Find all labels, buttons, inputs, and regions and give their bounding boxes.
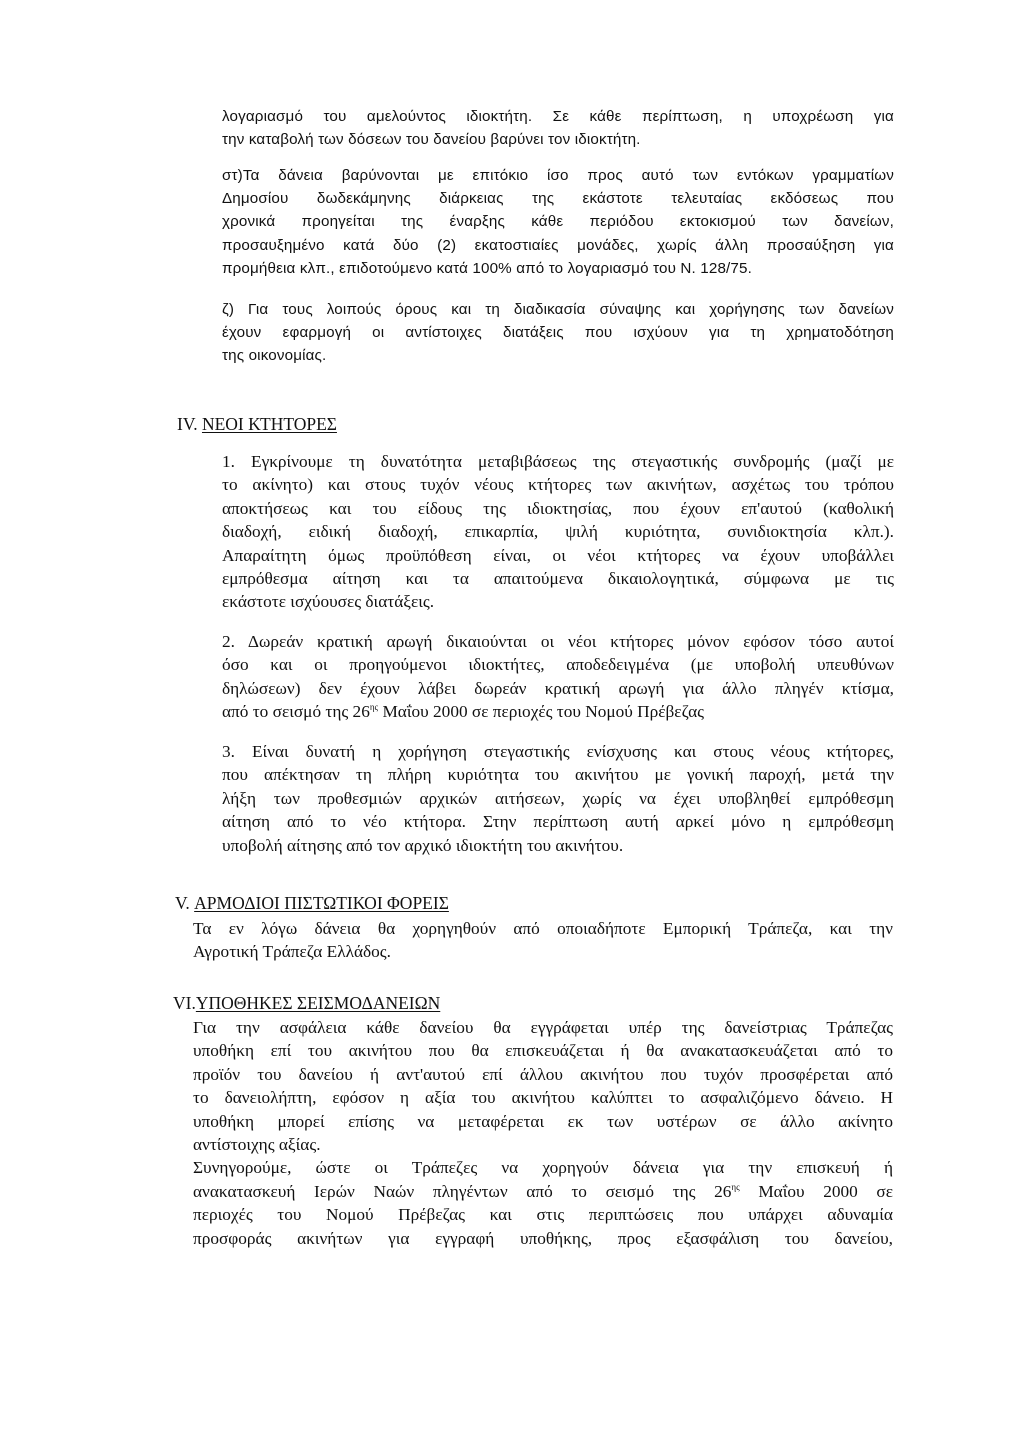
section-number: V.	[175, 893, 190, 913]
text-line: Απαραίτητη όμως προϋπόθεση είναι, οι νέοι κτήτορες να έχουν υποβάλλει	[222, 545, 894, 565]
text-line: λήξη των προθεσμιών αρχικών αιτήσεων, χωρίς να έχει υποβληθεί εμπρόθεσμη	[222, 788, 894, 808]
section-number: IV.	[177, 414, 198, 434]
text-line: 3. Είναι δυνατή η χορήγηση στεγαστικής ενίσχυσης και στους νέους κτήτορες,	[222, 742, 894, 761]
text-line: αίτηση από το νέο κτήτορα. Στην περίπτωση αυτή αρκεί μόνο η εμπρόθεσμη	[222, 812, 894, 832]
section-iv-item-2	[222, 630, 894, 724]
text-line: το δανειολήπτη, εφόσον η αξία του ακινήτου καλύπτει το ασφαλιζόμενο δάνειο. Η	[193, 1088, 893, 1108]
ordinal-suffix: ης	[369, 702, 379, 713]
text-line: υποθήκη επί του ακινήτου που θα επισκευάζεται ή θα ανακατασκευάζεται από το	[193, 1041, 893, 1061]
section-title: ΥΠΟΘΗΚΕΣ ΣΕΙΣΜΟΔΑΝΕΙΩΝ	[195, 993, 441, 1013]
text-line: 1. Εγκρίνουμε τη δυνατότητα μεταβιβάσεως της στεγαστικής συνδρομής (μαζί με	[222, 452, 894, 471]
text-line: εκάστοτε ισχύουσες διατάξεις.	[222, 592, 435, 612]
text-line: περιοχές του Νομού Πρέβεζας και στις περιπτώσεις που υπάρχει αδυναμία	[193, 1205, 893, 1225]
section-number: VI.	[173, 993, 196, 1013]
paragraph-continuation	[222, 105, 894, 151]
section-v-body	[193, 917, 893, 964]
section-title: ΝΕΟΙ ΚΤΗΤΟΡΕΣ	[201, 414, 337, 434]
text-line: ανακατασκευή Ιερών Ναών πληγέντων από το σεισμό της $26^{\eta\varsigma}$ Μαΐου 2000 σε	[193, 1181, 893, 1201]
section-v-heading	[175, 893, 449, 914]
section-iv-heading	[177, 414, 337, 435]
text-line: Για την ασφάλεια κάθε δανείου θα εγγράφεται υπέρ της δανείστριας Τράπεζας	[193, 1018, 893, 1037]
section-title: ΑΡΜΟΔΙΟΙ ΠΙΣΤΩΤΙΚΟΙ ΦΟΡΕΙΣ	[194, 893, 449, 913]
text-line: το ακίνητο) και στους τυχόν νέους κτήτορες των ακινήτων, ασχέτως του τρόπου	[222, 475, 894, 495]
text-line: της οικονομίας.	[222, 347, 327, 365]
section-vi-body	[193, 1016, 893, 1250]
text-line: ζ) Για τους λοιπούς όρους και τη διαδικασία σύναψης και χορήγησης των δανείων	[222, 301, 894, 318]
text-line: Αγροτική Τράπεζα Ελλάδος.	[193, 942, 391, 962]
text-line: υποβολή αίτησης από τον αρχικό ιδιοκτήτη του ακινήτου.	[222, 835, 624, 855]
text-line: εμπρόθεσμα αίτηση και τα απαιτούμενα δικαιολογητικά, σύμφωνα με τις	[222, 569, 894, 589]
text-line: 2. Δωρεάν κρατική αρωγή δικαιούνται οι νέοι κτήτορες μόνον εφόσον τόσο αυτοί	[222, 632, 894, 651]
text-line: όσο και οι προηγούμενοι ιδιοκτήτες, αποδεδειγμένα (με υποβολή υπευθύνων	[222, 655, 894, 675]
text-line: αποκτήσεως και του είδους της ιδιοκτησίας, που έχουν επ'αυτού (καθολική	[222, 498, 894, 518]
text-line: προϊόν του δανείου ή αντ'αυτού επί άλλου ακινήτου που τυχόν προσφέρεται από	[193, 1064, 893, 1084]
text-line: προσαυξημένο κατά δύο (2) εκατοστιαίες μονάδες, χωρίς άλλη προσαύξηση για	[222, 236, 894, 254]
text-line: υποθήκη μπορεί επίσης να μεταφέρεται εκ των υστέρων σε άλλο ακίνητο	[193, 1111, 893, 1131]
paragraph-st	[222, 164, 894, 280]
text-line: που απέκτησαν τη πλήρη κυριότητα του ακινήτου με γονική παροχή, μετά την	[222, 765, 894, 785]
text-line: προσφοράς ακινήτων για εγγραφή υποθήκης, προς εξασφάλιση του δανείου,	[193, 1228, 893, 1248]
text-line: Δημοσίου δωδεκάμηνης διάρκειας της εκάστοτε τελευταίας εκδόσεως που	[222, 190, 894, 208]
paragraph-z	[222, 298, 894, 368]
text-line: δηλώσεων) δεν έχουν λάβει δωρεάν κρατική αρωγή για άλλο πληγέν κτίσμα,	[222, 678, 894, 698]
text-line: Τα εν λόγω δάνεια θα χορηγηθούν από οποιαδήποτε Εμπορική Τράπεζα, και την	[193, 919, 893, 938]
text-line: από το σεισμό της $26^{\eta\varsigma}$ Μαΐου 2000 σε περιοχές του Νομού Πρέβεζας	[222, 702, 704, 722]
text-line: έχουν εφαρμογή οι αντίστοιχες διατάξεις που ισχύουν για τη χρηματοδότηση	[222, 324, 894, 342]
ordinal-suffix: ης	[731, 1182, 740, 1193]
text-line: αντίστοιχης αξίας.	[193, 1135, 321, 1155]
text-line: Συνηγορούμε, ώστε οι Τράπεζες να χορηγούν δάνεια για την επισκευή ή	[193, 1158, 893, 1178]
text-line: στ)Τα δάνεια βαρύνονται με επιτόκιο ίσο προς αυτό των εντόκων γραμματίων	[222, 167, 894, 184]
section-iv-item-3	[222, 740, 894, 857]
section-vi-heading	[173, 993, 440, 1014]
text-line: την καταβολή των δόσεων του δανείου βαρύνει τον ιδιοκτήτη.	[222, 131, 641, 149]
text-line: διαδοχή, ειδική διαδοχή, επικαρπία, ψιλή κυριότητα, συνιδιοκτησία κλπ.).	[222, 522, 894, 542]
text-line: λογαριασμό του αμελούντος ιδιοκτήτη. Σε κάθε περίπτωση, η υποχρέωση για	[222, 108, 894, 125]
section-iv-item-1	[222, 450, 894, 614]
text-line: χρονικά προηγείται της έναρξης κάθε περιόδου εκτοκισμού των δανείων,	[222, 213, 894, 231]
text-line: προμήθεια κλπ., επιδοτούμενο κατά 100% από το λογαριασμό του Ν. 128/75.	[222, 259, 752, 277]
